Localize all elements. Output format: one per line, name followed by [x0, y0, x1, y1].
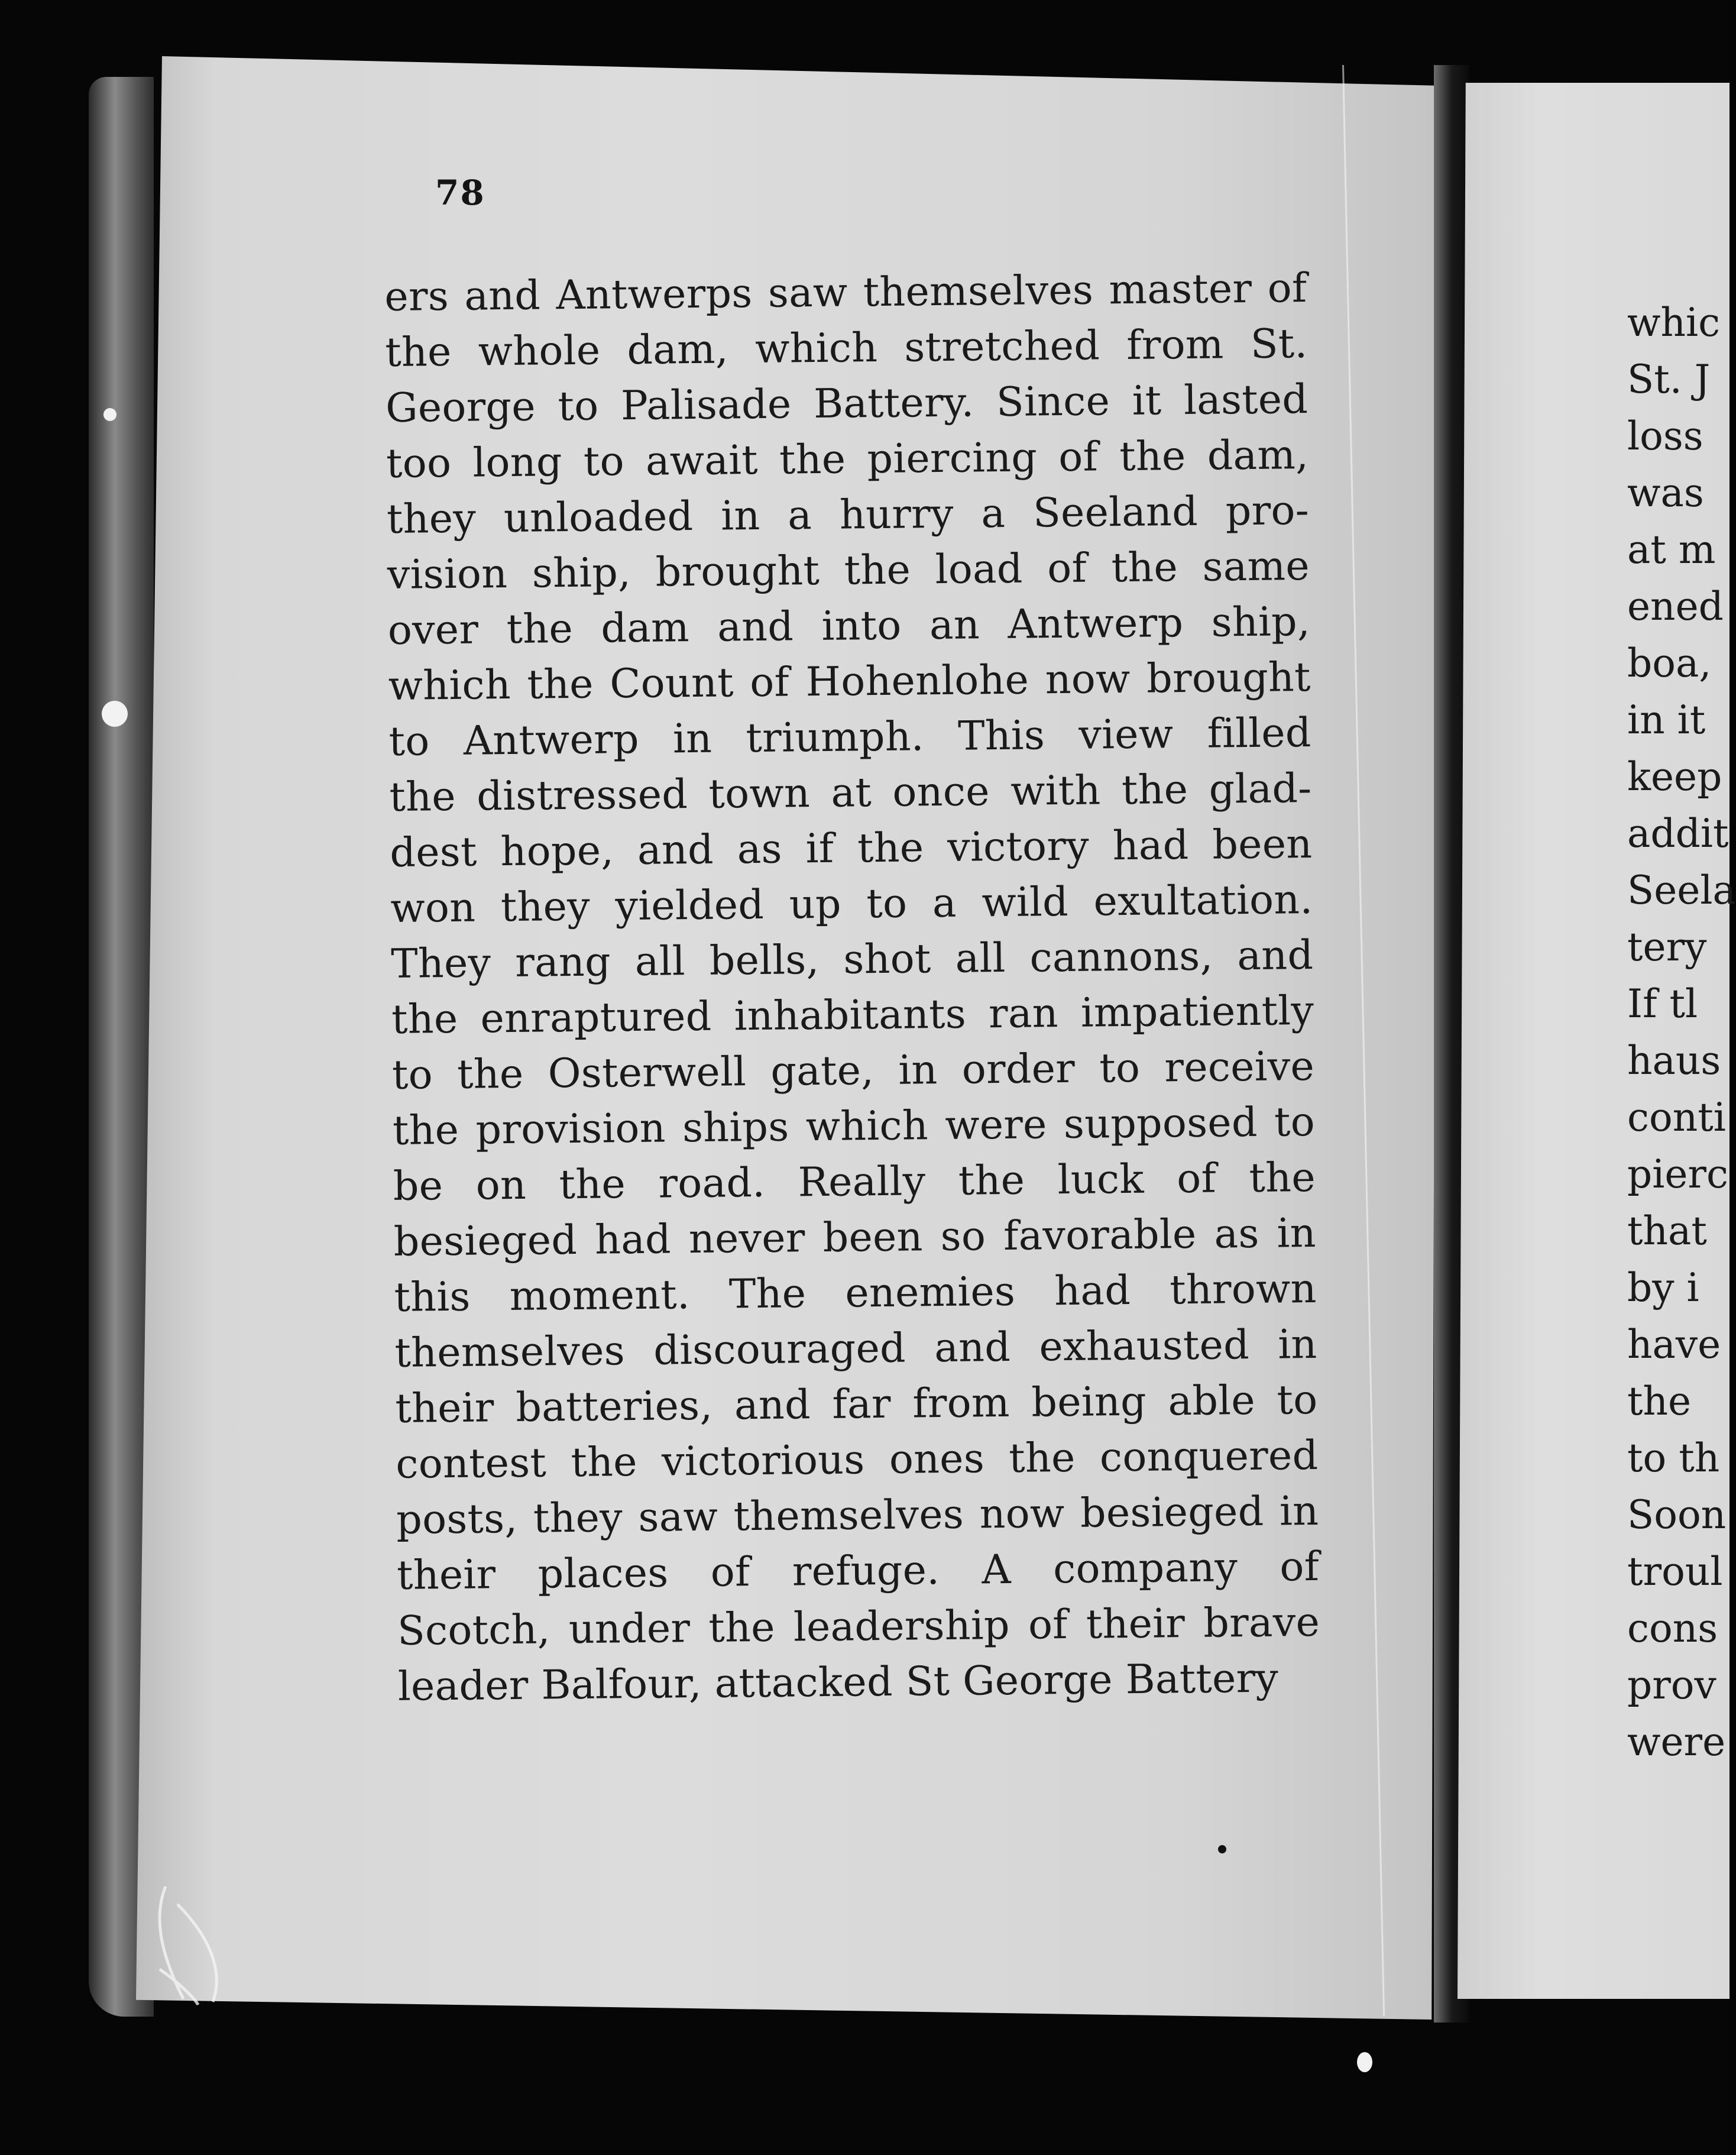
text-line: their places of refuge. A company of: [396, 1543, 1320, 1599]
facing-text-fragment: prov: [1627, 1662, 1716, 1708]
text-line: the enraptured inhabitants ran impatiently: [391, 987, 1314, 1043]
text-line: be on the road. Really the luck of the: [393, 1154, 1316, 1210]
facing-text-fragment: Seela: [1627, 868, 1736, 913]
text-line: themselves discouraged and exhausted in: [394, 1321, 1317, 1377]
text-line: over the dam and into an Antwerp ship,: [387, 598, 1311, 654]
text-line: too long to await the piercing of the dam,: [386, 432, 1309, 487]
facing-text-fragment: tery: [1627, 924, 1707, 970]
dust-speck: [102, 701, 128, 727]
page-number: 78: [435, 173, 485, 213]
facing-text-fragment: to th: [1627, 1435, 1720, 1481]
body-text: [384, 261, 1320, 1715]
facing-text-fragment: ened: [1627, 584, 1724, 629]
facing-text-fragment: If tl: [1627, 981, 1698, 1027]
facing-text-fragment: in it: [1627, 697, 1706, 743]
facing-text-fragment: addit: [1627, 811, 1729, 856]
text-line: they unloaded in a hurry a Seeland pro-: [386, 487, 1310, 543]
facing-text-fragment: the: [1627, 1379, 1692, 1424]
text-line: to the Osterwell gate, in order to receive: [391, 1043, 1315, 1099]
dust-speck: [103, 408, 116, 421]
text-line: besieged had never been so favorable as in: [393, 1209, 1317, 1266]
text-line: contest the victorious ones the conquered: [396, 1432, 1319, 1488]
text-line: won they yielded up to a wild exultation.: [390, 876, 1313, 932]
dust-speck: [1357, 2052, 1372, 2072]
dust-speck: [1218, 1845, 1226, 1853]
facing-text-fragment: at m: [1627, 527, 1716, 572]
facing-text-fragment: was: [1627, 470, 1704, 516]
facing-text-fragment: boa,: [1627, 640, 1712, 686]
text-line: vision ship, brought the load of the same: [387, 543, 1310, 598]
facing-text-fragment: haus: [1627, 1038, 1721, 1083]
facing-text-fragment: whic: [1627, 300, 1721, 345]
text-line: to Antwerp in triumph. This view filled: [388, 709, 1311, 765]
text-line: ers and Antwerps saw themselves master of: [384, 265, 1307, 321]
facing-text-fragment: conti: [1627, 1095, 1726, 1140]
text-line: the whole dam, which stretched from St.: [384, 321, 1308, 376]
text-line: dest hope, and as if the victory had been: [390, 820, 1313, 876]
facing-text-fragment: Soon: [1627, 1492, 1727, 1538]
text-line: the provision ships which were supposed to: [392, 1098, 1316, 1154]
text-line: their batteries, and far from being able to: [395, 1376, 1318, 1432]
text-line: the distressed town at once with the glad-: [389, 765, 1312, 821]
text-line: which the Count of Hohenlohe now brought: [388, 653, 1311, 710]
facing-text-fragment: that: [1627, 1208, 1707, 1254]
facing-text-fragment: troul: [1627, 1549, 1723, 1594]
text-line: They rang all bells, shot all cannons, and: [390, 931, 1314, 988]
text-line: George to Palisade Battery. Since it lasted: [385, 376, 1309, 432]
facing-text-fragment: have: [1627, 1322, 1721, 1367]
text-line: leader Balfour, attacked St George Battery: [397, 1655, 1279, 1710]
facing-text-fragment: were: [1627, 1719, 1726, 1765]
facing-text-fragment: St. J: [1627, 357, 1711, 402]
facing-text-fragment: by i: [1627, 1265, 1699, 1311]
facing-text-fragment: pierc: [1627, 1151, 1728, 1197]
facing-text-fragment: cons: [1627, 1606, 1718, 1651]
facing-text-fragment: loss: [1627, 413, 1703, 459]
facing-page-text: [1627, 295, 1736, 1771]
text-line: this moment. The enemies had thrown: [394, 1265, 1317, 1321]
text-line: posts, they saw themselves now besieged in: [396, 1487, 1319, 1544]
facing-text-fragment: keep: [1627, 754, 1722, 800]
page-corner-mark: [142, 1881, 260, 2011]
text-line: Scotch, under the leadership of their brave: [397, 1599, 1320, 1655]
